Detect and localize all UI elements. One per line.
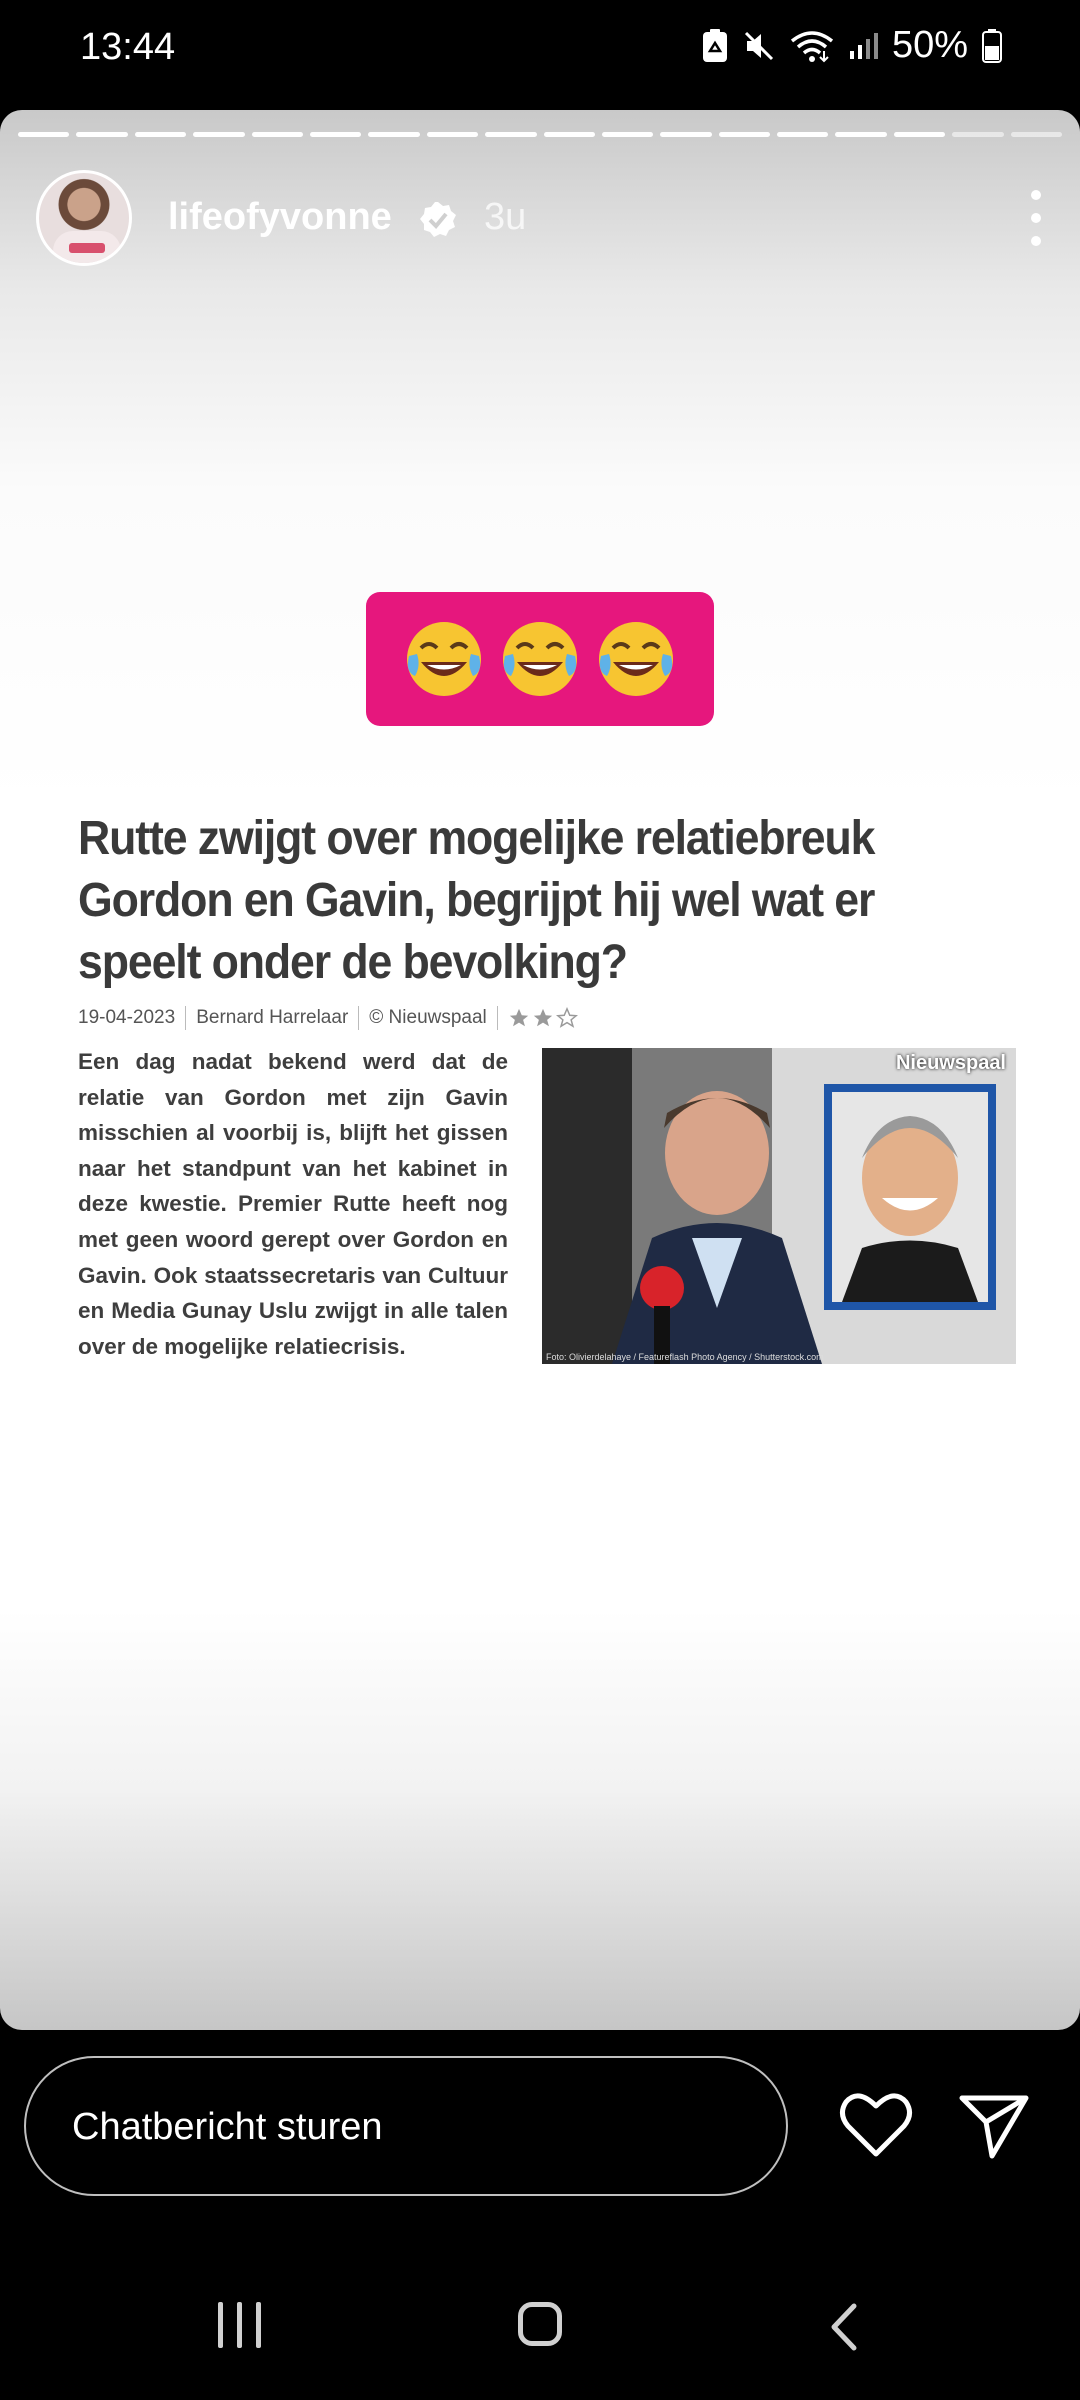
progress-segment — [135, 132, 186, 137]
article-date: 19-04-2023 — [78, 1007, 176, 1028]
progress-segment — [952, 132, 1003, 137]
photo-watermark: Nieuwspaal — [895, 1052, 1006, 1074]
home-button[interactable] — [518, 2302, 562, 2346]
photo-credit: Foto: Olivierdelahaye / Featureflash Photo Agency / Shutterstock.com — [546, 1352, 824, 1362]
mute-icon — [742, 29, 776, 63]
laughing-emoji-icon — [595, 618, 677, 700]
chat-placeholder: Chatbericht sturen — [72, 2106, 383, 2148]
heart-icon[interactable] — [838, 2090, 914, 2160]
more-options-icon[interactable] — [1026, 190, 1046, 246]
progress-segment — [835, 132, 886, 137]
progress-segment — [719, 132, 770, 137]
recent-apps-button[interactable] — [218, 2302, 261, 2348]
progress-segment — [310, 132, 361, 137]
avatar[interactable] — [36, 170, 132, 266]
story-header — [36, 170, 1046, 270]
story-time-ago: 3u — [484, 196, 527, 238]
star-icon — [508, 1007, 530, 1029]
progress-segment — [368, 132, 419, 137]
article-title: Rutte zwijgt over mogelijke relatiebreuk Gordon en Gavin, begrijpt hij wel wat er speelt onder de bevolking? — [78, 812, 875, 989]
verified-badge-icon — [418, 200, 458, 240]
star-icon — [556, 1007, 578, 1029]
recycle-notification-icon — [702, 29, 728, 63]
article-source: © Nieuwspaal — [369, 1007, 487, 1028]
status-time: 13:44 — [80, 26, 176, 68]
progress-segment — [193, 132, 244, 137]
progress-segment — [1011, 132, 1062, 137]
send-icon[interactable] — [958, 2092, 1030, 2160]
progress-segment — [76, 132, 127, 137]
story-progress-bar — [18, 132, 1062, 137]
progress-segment — [427, 132, 478, 137]
battery-percent: 50% — [891, 24, 968, 66]
status-bar — [0, 0, 1080, 100]
system-navigation-bar — [0, 2280, 1080, 2380]
star-icon — [532, 1007, 554, 1029]
battery-icon — [982, 29, 1002, 63]
status-icons — [702, 24, 1002, 67]
progress-segment — [894, 132, 945, 137]
article-screenshot — [62, 796, 1032, 1408]
signal-icon — [848, 31, 878, 61]
article-photo — [542, 1048, 1016, 1364]
progress-segment — [252, 132, 303, 137]
progress-segment — [18, 132, 69, 137]
laughing-emoji-icon — [403, 618, 485, 700]
emoji-sticker — [366, 592, 714, 726]
back-button[interactable] — [828, 2302, 858, 2352]
progress-segment — [485, 132, 536, 137]
article-author: Bernard Harrelaar — [196, 1007, 349, 1028]
wifi-icon — [790, 29, 834, 63]
article-rating — [508, 1007, 578, 1029]
progress-segment — [544, 132, 595, 137]
article-body: Een dag nadat bekend werd dat de relatie van Gordon met zijn Gavin misschien al voorbij is, blijft het gissen naar het standpunt van het kabinet in deze kwestie. Premier Rutte heeft nog met geen woord gerept over Gordon en Gavin. Ook staatssecretaris van Cultuur en Media Gunay Uslu zwijgt in alle talen over de mogelijke relatiecrisis. — [78, 1049, 508, 1359]
photo-illustration — [542, 1048, 1016, 1364]
article-meta — [78, 1006, 578, 1030]
story-username[interactable]: lifeofyvonne — [168, 196, 392, 238]
story-viewer[interactable] — [0, 110, 1080, 2030]
laughing-emoji-icon — [499, 618, 581, 700]
progress-segment — [660, 132, 711, 137]
progress-segment — [777, 132, 828, 137]
chat-message-input[interactable] — [24, 2056, 788, 2196]
progress-segment — [602, 132, 653, 137]
